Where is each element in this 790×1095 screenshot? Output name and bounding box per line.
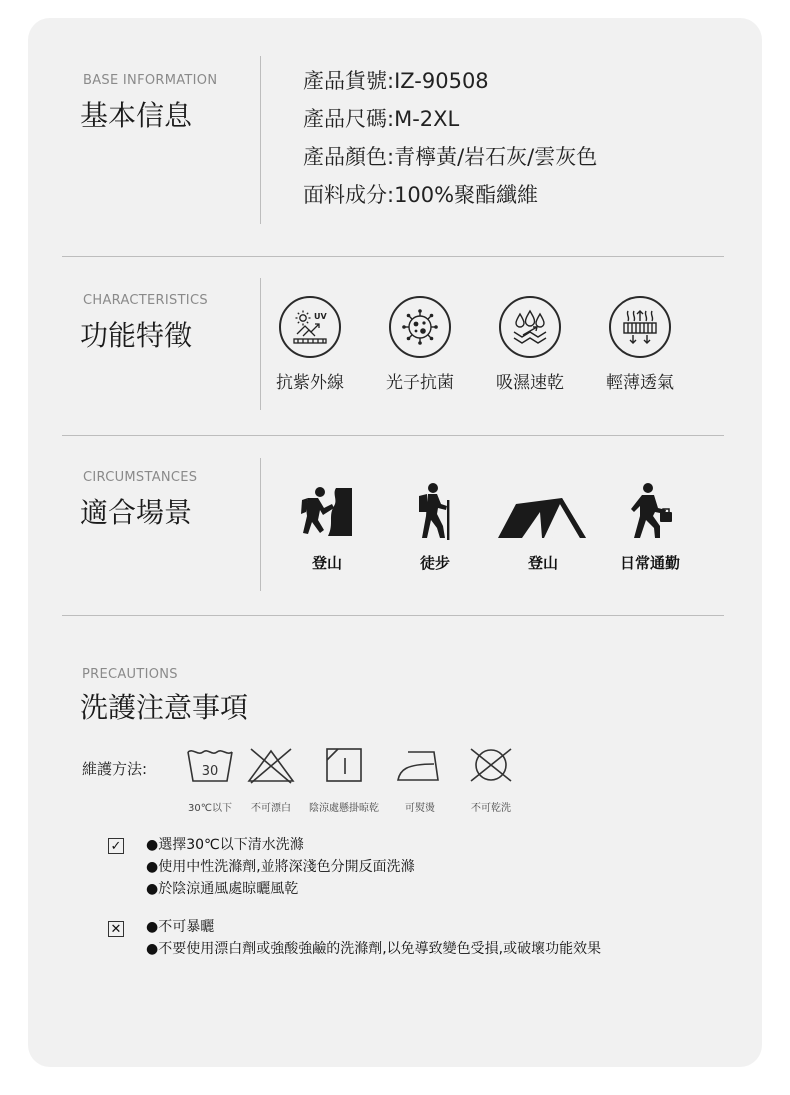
no-bleach-icon bbox=[231, 745, 311, 785]
care-no-bleach-label: 不可漂白 bbox=[251, 803, 291, 814]
hang-dry-shade-icon bbox=[304, 745, 384, 785]
care-hang-dry-label: 陰涼處懸掛晾乾 bbox=[309, 803, 379, 814]
care-title: 洗護注意事項 bbox=[80, 691, 249, 724]
list-item: ●不可暴曬 bbox=[146, 919, 215, 935]
uv-protection-icon bbox=[279, 296, 341, 358]
quick-dry-icon bbox=[499, 296, 561, 358]
scene-hiking bbox=[380, 480, 490, 573]
scene-commute bbox=[595, 480, 705, 573]
scene-commute-label: 日常通勤 bbox=[619, 554, 680, 572]
list-item: ●使用中性洗滌劑,並將深淺色分開反面洗滌 bbox=[146, 859, 415, 875]
scene-camping-label: 登山 bbox=[527, 554, 558, 572]
breathable-icon bbox=[609, 296, 671, 358]
section-divider bbox=[62, 256, 724, 257]
feature-breathable bbox=[585, 296, 695, 393]
care-do-list bbox=[146, 834, 566, 900]
feature-antibacterial-label: 光子抗菌 bbox=[386, 373, 454, 393]
list-item: ●不要使用漂白劑或強酸強鹼的洗滌劑,以免導致變色受損,或破壞功能效果 bbox=[146, 941, 602, 957]
basic-info-list bbox=[303, 62, 597, 214]
no-dry-clean-icon bbox=[451, 745, 531, 785]
feature-uv-label: 抗紫外線 bbox=[276, 373, 344, 393]
care-method-label: 維護方法: bbox=[82, 760, 148, 778]
section-divider bbox=[62, 435, 724, 436]
hiking-icon bbox=[380, 480, 490, 540]
product-code: 產品貨號:IZ-90508 bbox=[303, 69, 489, 93]
product-detail-card bbox=[28, 18, 762, 1067]
care-en-heading: PRECAUTIONS bbox=[82, 667, 178, 682]
basic-divider bbox=[260, 56, 261, 224]
commute-icon bbox=[595, 480, 705, 540]
scene-climbing bbox=[272, 480, 382, 573]
feature-quick-dry-label: 吸濕速乾 bbox=[496, 373, 564, 393]
climbing-icon bbox=[272, 480, 382, 540]
product-fabric: 面料成分:100%聚酯纖維 bbox=[303, 183, 539, 207]
dont-checkbox-icon: ✕ bbox=[108, 921, 124, 937]
feature-quick-dry bbox=[475, 296, 585, 393]
feature-uv bbox=[255, 296, 365, 393]
scenes-divider bbox=[260, 458, 261, 591]
care-no-dry-clean bbox=[451, 745, 531, 814]
care-no-dry-clean-label: 不可乾洗 bbox=[471, 803, 511, 814]
list-item: ●選擇30℃以下清水洗滌 bbox=[146, 837, 304, 853]
feature-breathable-label: 輕薄透氣 bbox=[606, 373, 674, 393]
basic-info-title: 基本信息 bbox=[80, 99, 193, 132]
product-size: 產品尺碼:M-2XL bbox=[303, 107, 460, 131]
scenes-title: 適合場景 bbox=[80, 496, 193, 529]
tent-icon bbox=[488, 480, 598, 540]
care-hang-dry bbox=[304, 745, 384, 814]
section-divider bbox=[62, 615, 724, 616]
product-color: 產品顏色:青檸黃/岩石灰/雲灰色 bbox=[303, 145, 598, 169]
care-iron bbox=[380, 745, 460, 814]
care-wash-30-label: 30℃以下 bbox=[188, 803, 232, 814]
features-en-heading: CHARACTERISTICS bbox=[83, 293, 208, 308]
wash-temp: 30 bbox=[201, 764, 219, 779]
uv-text: UV bbox=[314, 312, 327, 321]
scene-camping bbox=[488, 480, 598, 573]
care-dont-list bbox=[146, 916, 608, 958]
care-iron-label: 可熨燙 bbox=[405, 803, 435, 814]
iron-icon bbox=[380, 745, 460, 785]
scenes-en-heading: CIRCUMSTANCES bbox=[83, 470, 198, 485]
scene-climbing-label: 登山 bbox=[311, 554, 342, 572]
scene-hiking-label: 徒步 bbox=[419, 554, 450, 572]
feature-antibacterial bbox=[365, 296, 475, 393]
features-title: 功能特徵 bbox=[80, 319, 193, 352]
antibacterial-icon bbox=[389, 296, 451, 358]
list-item: ●於陰涼通風處晾曬風乾 bbox=[146, 881, 299, 897]
care-no-bleach bbox=[231, 745, 311, 814]
do-checkbox-icon: ✓ bbox=[108, 838, 124, 854]
basic-info-en-heading: BASE INFORMATION bbox=[83, 73, 218, 88]
